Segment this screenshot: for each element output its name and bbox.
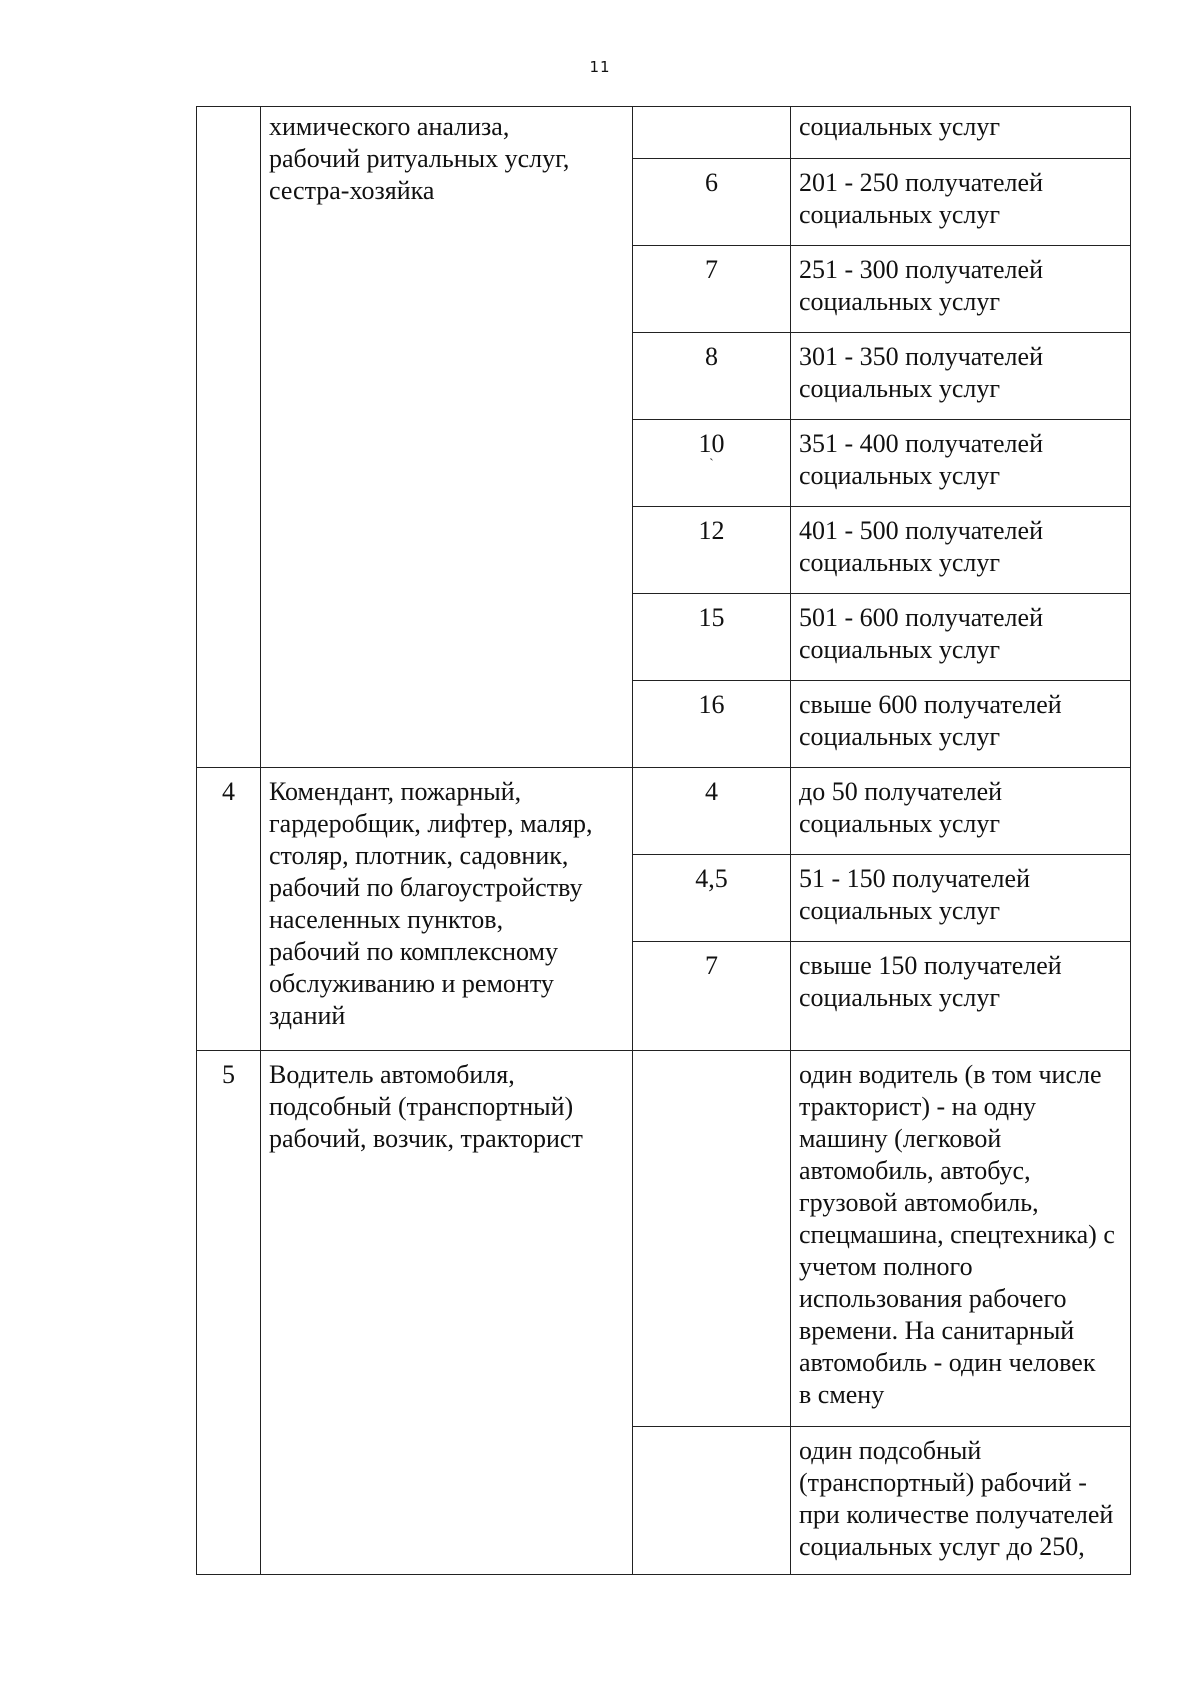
position-name-line: химического анализа, xyxy=(269,112,510,141)
norm-description-cell xyxy=(791,246,1131,333)
norm-description-line: социальных услуг xyxy=(799,722,1001,751)
norm-description-line: при количестве получателей xyxy=(799,1500,1114,1529)
position-name-line: населенных пунктов, xyxy=(269,905,504,934)
norm-description-line: 351 - 400 получателей xyxy=(799,429,1043,458)
norm-description-cell xyxy=(791,333,1131,420)
norm-description-cell xyxy=(791,159,1131,246)
norm-description-cell xyxy=(791,107,1131,159)
position-name-line: сестра-хозяйка xyxy=(269,176,435,205)
position-name-line: рабочий, возчик, тракторист xyxy=(269,1124,583,1153)
norm-description-line: тракторист) - на одну xyxy=(799,1092,1037,1121)
norm-description-line: автомобиль, автобус, xyxy=(799,1156,1031,1185)
norm-description-line: один водитель (в том числе xyxy=(799,1060,1102,1089)
norm-description-line: социальных услуг xyxy=(799,896,1001,925)
norm-description-line: социальных услуг xyxy=(799,548,1001,577)
position-name-line: рабочий ритуальных услуг, xyxy=(269,144,570,173)
norm-description-line: социальных услуг xyxy=(799,809,1001,838)
norm-description-line: грузовой автомобиль, xyxy=(799,1188,1039,1217)
norm-description-line: социальных услуг xyxy=(799,461,1001,490)
norm-description-cell xyxy=(791,594,1131,681)
norm-description-line: использования рабочего xyxy=(799,1284,1067,1313)
norm-description-line: социальных услуг xyxy=(799,983,1001,1012)
norm-description-line: машину (легковой xyxy=(799,1124,1002,1153)
position-name-line: Водитель автомобиля, xyxy=(269,1060,515,1089)
norm-description-line: социальных услуг xyxy=(799,112,1001,141)
staff-units-cell: 16 xyxy=(633,681,791,768)
norm-description-line: времени. На санитарный xyxy=(799,1316,1075,1345)
norm-description-line: социальных услуг xyxy=(799,287,1001,316)
norm-description-line: социальных услуг xyxy=(799,635,1001,664)
staff-units-cell: 8 xyxy=(633,333,791,420)
row-number-cell xyxy=(197,107,261,768)
staff-units-cell xyxy=(633,1051,791,1427)
norm-description-line: спецмашина, спецтехника) с xyxy=(799,1220,1115,1249)
position-name-line: рабочий по комплексному xyxy=(269,937,559,966)
norm-description-line: свыше 600 получателей xyxy=(799,690,1062,719)
norm-description-cell xyxy=(791,1051,1131,1427)
staff-units-cell: 12 xyxy=(633,507,791,594)
staff-units-cell: 6 xyxy=(633,159,791,246)
staff-units-value: 10 xyxy=(698,429,725,458)
row-number-cell: 4 xyxy=(197,768,261,1051)
table-row xyxy=(197,107,1131,159)
staff-units-cell: 7 xyxy=(633,246,791,333)
staffing-norms-table xyxy=(196,106,1131,1575)
norm-description-cell xyxy=(791,942,1131,1051)
norm-description-line: 51 - 150 получателей xyxy=(799,864,1030,893)
norm-description-cell xyxy=(791,681,1131,768)
staff-units-cell xyxy=(633,1427,791,1575)
staff-units-cell: 4 xyxy=(633,768,791,855)
norm-description-line: автомобиль - один человек xyxy=(799,1348,1096,1377)
scan-mark: ` xyxy=(709,457,714,472)
norm-description-line: социальных услуг до 250, xyxy=(799,1532,1085,1561)
norm-description-cell xyxy=(791,1427,1131,1575)
norm-description-line: в смену xyxy=(799,1380,885,1409)
staff-units-cell: 4,5 xyxy=(633,855,791,942)
norm-description-line: социальных услуг xyxy=(799,374,1001,403)
staff-units-cell xyxy=(633,107,791,159)
position-name-line: зданий xyxy=(269,1001,346,1030)
position-name-cell xyxy=(261,768,633,1051)
norm-description-cell xyxy=(791,507,1131,594)
page-number: 11 xyxy=(589,58,611,76)
position-name-line: обслуживанию и ремонту xyxy=(269,969,554,998)
norm-description-line: (транспортный) рабочий - xyxy=(799,1468,1087,1497)
position-name-line: гардеробщик, лифтер, маляр, xyxy=(269,809,593,838)
norm-description-line: до 50 получателей xyxy=(799,777,1003,806)
staff-units-cell: 15 xyxy=(633,594,791,681)
norm-description-line: 201 - 250 получателей xyxy=(799,168,1043,197)
norm-description-line: один подсобный xyxy=(799,1436,982,1465)
position-name-line: столяр, плотник, садовник, xyxy=(269,841,569,870)
position-name-line: подсобный (транспортный) xyxy=(269,1092,574,1121)
norm-description-line: социальных услуг xyxy=(799,200,1001,229)
staff-units-cell xyxy=(633,420,791,507)
norm-description-line: свыше 150 получателей xyxy=(799,951,1062,980)
position-name-line: рабочий по благоустройству xyxy=(269,873,583,902)
norm-description-line: 401 - 500 получателей xyxy=(799,516,1043,545)
position-name-cell xyxy=(261,107,633,768)
norm-description-cell xyxy=(791,855,1131,942)
position-name-line: Комендант, пожарный, xyxy=(269,777,522,806)
norm-description-line: учетом полного xyxy=(799,1252,973,1281)
row-number-cell: 5 xyxy=(197,1051,261,1575)
norm-description-cell xyxy=(791,768,1131,855)
norm-description-line: 251 - 300 получателей xyxy=(799,255,1043,284)
position-name-cell xyxy=(261,1051,633,1575)
table-row xyxy=(197,768,1131,855)
norm-description-line: 501 - 600 получателей xyxy=(799,603,1043,632)
norm-description-cell xyxy=(791,420,1131,507)
staff-units-cell: 7 xyxy=(633,942,791,1051)
norm-description-line: 301 - 350 получателей xyxy=(799,342,1043,371)
table-row xyxy=(197,1051,1131,1427)
